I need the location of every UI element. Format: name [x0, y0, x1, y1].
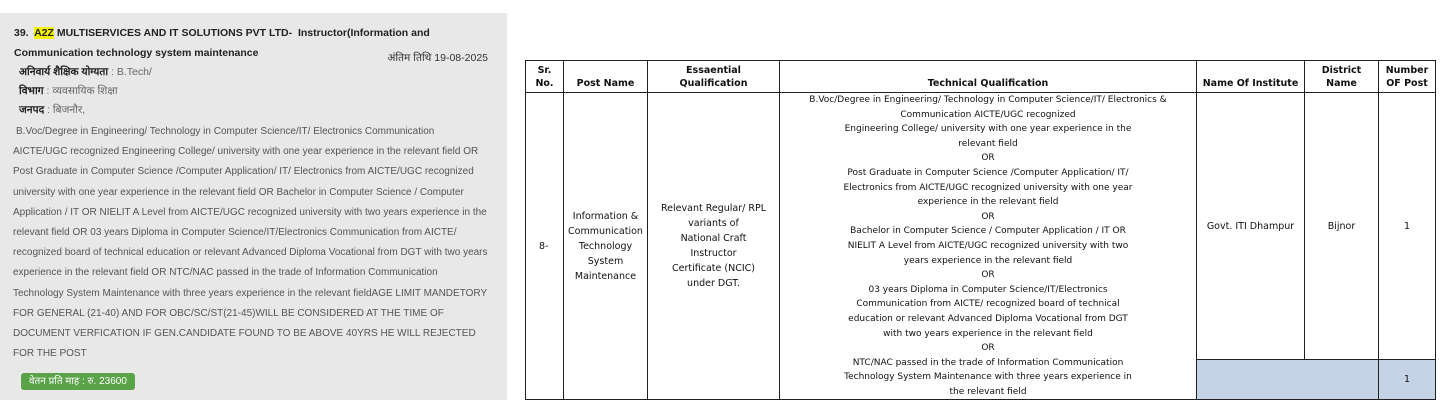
department-value: : व्यवसायिक शिक्षा [46, 85, 118, 97]
technical-line: experience in the relevant field [917, 197, 1059, 208]
qualification-label: अनिवार्य शैक्षिक योग्यता [19, 66, 109, 78]
technical-line: NIELIT A Level from AICTE/UGC recognized university with two [847, 240, 1129, 251]
header-district: District Name [1305, 61, 1379, 93]
cell-post-name [564, 93, 648, 400]
total-number-of-post: 1 [1379, 360, 1436, 400]
description-line: Post Graduate in Computer Science /Computer Application/ IT/ Electronics from AICTE/UGC recognized [13, 166, 474, 178]
technical-line: Bachelor in Computer Science / Computer Application / IT OR [850, 226, 1126, 237]
post-title-part1: Instructor(Information and [297, 27, 430, 39]
technical-line: Engineering College/ university with one year experience in the [844, 124, 1132, 135]
total-shaded-cell [1197, 360, 1379, 400]
post-name-line: System [587, 255, 624, 267]
deadline: अंतिम तिथि 19-08-2025 [387, 52, 488, 64]
essential-line: Relevant Regular/ RPL [661, 203, 766, 215]
essential-line: Certificate (NCIC) [672, 263, 755, 275]
description-line: DOCUMENT VERFICATION IF GEN.CANDIDATE FOUND TO BE ABOVE 40YRS HE WILL REJECTED [13, 328, 476, 340]
essential-line: Instructor [690, 248, 737, 260]
technical-line: OR [981, 211, 995, 222]
technical-line: relevant field [958, 138, 1018, 149]
header-number-of-post [1379, 61, 1436, 93]
technical-line: years experience in the relevant field [903, 255, 1073, 266]
essential-line: variants of [688, 218, 739, 230]
header-number: Number [1385, 65, 1429, 76]
description-line: B.Voc/Degree in Engineering/ Technology in Computer Science/IT/ Electronics Communication [16, 126, 435, 137]
salary-badge: वेतन प्रति माह : रु. 23600 [21, 373, 135, 390]
job-number: 39. [14, 27, 29, 39]
table-row [526, 93, 1436, 360]
header-post-name: Post Name [564, 61, 648, 93]
technical-line: the relevant field [949, 386, 1027, 397]
technical-line: OR [981, 270, 995, 281]
company-name: MULTISERVICES AND IT SOLUTIONS PVT LTD- [56, 27, 293, 39]
essential-line: National Craft [680, 233, 747, 245]
cell-institute: Govt. ITI Dhampur [1197, 93, 1305, 360]
essential-line: under DGT. [687, 278, 740, 290]
cell-technical-qualification [780, 93, 1197, 400]
district-row [19, 103, 85, 117]
header-technical-qualification: Technical Qualification [780, 61, 1197, 93]
qualification-row [19, 65, 152, 79]
qualification-value: : B.Tech/ [110, 66, 152, 78]
description-line: university with one year experience in the relevant field OR Bachelor in Computer Science / Computer [13, 186, 464, 198]
technical-line: 03 years Diploma in Computer Science/IT/Electronics [868, 284, 1108, 295]
technical-line: OR [981, 153, 995, 164]
technical-line: Post Graduate in Computer Science /Computer Application/ IT/ [847, 167, 1129, 178]
company-highlight: A2Z [34, 27, 54, 39]
technical-line: with two years experience in the relevant field [883, 328, 1093, 339]
technical-line: Communication from AICTE/ recognized board of technical [856, 299, 1120, 310]
description-line: Technology System Maintenance with three years experience in the relevant fieldAGE LIMIT MANDETORY [13, 287, 488, 299]
post-title-part2: Communication technology system maintenance [14, 47, 259, 59]
post-name-line: Technology [578, 240, 633, 252]
job-description [13, 122, 498, 364]
header-of-post: OF Post [1386, 78, 1428, 89]
cell-district: Bijnor [1305, 93, 1379, 360]
technical-line: B.Voc/Degree in Engineering/ Technology in Computer Science/IT/ Electronics & [809, 95, 1167, 105]
header-essential-qualification: Essaential Qualification [648, 61, 780, 93]
technical-line: Electronics from AICTE/UGC recognized university with one year [843, 182, 1133, 193]
technical-line: Communication AICTE/UGC recognized [900, 109, 1076, 120]
department-row [19, 84, 118, 98]
technical-line: education or relevant Advanced Diploma Vocational from DGT [848, 313, 1128, 324]
table-header-row [526, 61, 1436, 93]
cell-essential-qualification [648, 93, 780, 400]
description-line: Application / IT OR NIELIT A Level from AICTE/UGC recognized university with two years experience in the [13, 206, 487, 218]
post-name-line: Information & [572, 210, 639, 222]
description-line: experience in the relevant field OR NTC/NAC passed in the trade of Information Communication [13, 267, 438, 279]
job-card [0, 13, 507, 400]
description-line: FOR GENERAL (21-40) AND FOR OBC/SC/ST(21-45)WILL BE CONSIDERED AT THE TIME OF [13, 307, 444, 319]
district-label: जनपद [19, 104, 45, 116]
cell-number-of-post: 1 [1379, 93, 1436, 360]
description-line: recognized board of technical education or relevant Advanced Diploma Vocational from DGT with two years [13, 247, 488, 259]
post-name-line: Maintenance [574, 270, 637, 282]
qualification-table [525, 60, 1436, 400]
description-line: FOR THE POST [13, 348, 87, 360]
technical-line: Technology System Maintenance with three years experience in [844, 372, 1132, 383]
post-name-line: Communication [568, 225, 643, 237]
department-label: विभाग [19, 85, 44, 97]
technical-line: NTC/NAC passed in the trade of Information Communication [852, 357, 1124, 368]
cell-sr-no: 8- [526, 93, 564, 400]
description-line: relevant field OR 03 years Diploma in Computer Science/IT/Electronics Communication from AICTE/ [13, 227, 457, 239]
description-line: AICTE/UGC recognized Engineering College/ university with one year experience in the relevant field OR [13, 146, 479, 158]
district-value: : बिजनौर, [47, 104, 86, 116]
header-institute: Name Of Institute [1197, 61, 1305, 93]
header-sr-no: Sr. No. [526, 61, 564, 93]
technical-line: OR [981, 343, 995, 354]
